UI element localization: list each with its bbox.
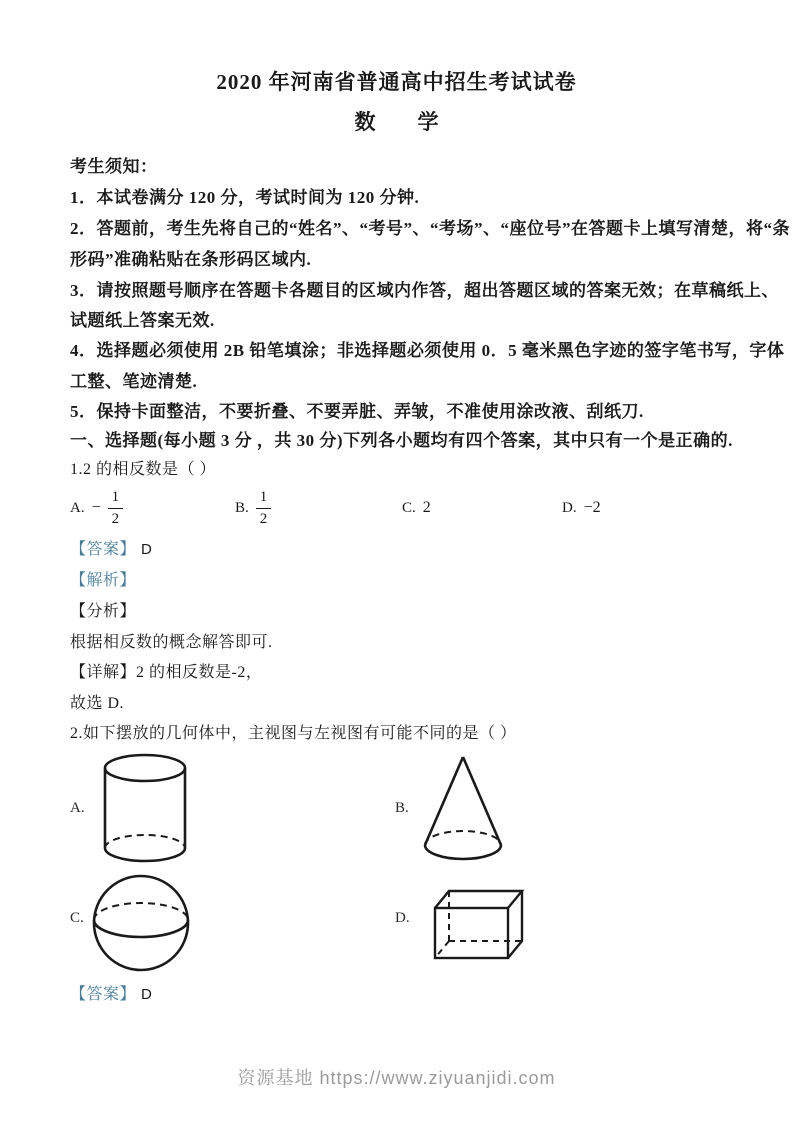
notice-heading: 考生须知： bbox=[70, 157, 158, 176]
notice-line: 形码”准确粘贴在条形码区域内. bbox=[70, 250, 312, 269]
section-heading: 一、选择题(每小题 3 分 ，共 30 分)下列各小题均有四个答案，其中只有一个是正确的. bbox=[70, 431, 733, 450]
answer-label: 【答案】 bbox=[70, 986, 137, 1003]
notice-line: 2．答题前，考生先将自己的“姓名”、“考号”、“考场”、“座位号”在答题卡上填写清楚，将“条 bbox=[70, 219, 790, 238]
sphere-figure bbox=[94, 876, 188, 970]
option-d bbox=[562, 484, 601, 532]
q1-fenxi-label: 【分析】 bbox=[70, 603, 137, 620]
cylinder-figure bbox=[105, 755, 185, 861]
q2-option-b-label: B. bbox=[395, 800, 409, 816]
option-a bbox=[70, 484, 123, 532]
q1-xiangjie-line bbox=[70, 659, 262, 682]
q1-fenxi-text: 根据相反数的概念解答即可. bbox=[70, 634, 273, 651]
option-a-label: A. bbox=[70, 499, 85, 516]
option-c-value: 2 bbox=[422, 499, 431, 516]
notice-line: 工整、笔迹清楚. bbox=[70, 372, 198, 391]
option-b bbox=[235, 484, 271, 532]
fraction-one-half: $\frac{1}{2}$ bbox=[256, 490, 272, 527]
option-d-label: D. bbox=[562, 499, 577, 516]
q2-option-d-label: D. bbox=[395, 910, 410, 926]
notice-line: 试题纸上答案无效. bbox=[70, 311, 215, 330]
xiangjie-label: 【详解】 bbox=[70, 664, 137, 681]
option-d-value: −2 bbox=[583, 499, 601, 516]
notice-line: 1．本试卷满分 120 分，考试时间为 120 分钟. bbox=[70, 188, 420, 207]
notice-line: 3．请按照题号顺序在答题卡各题目的区域内作答，超出答题区域的答案无效；在草稿纸上、 bbox=[70, 281, 779, 300]
watermark-footer: 资源基地 https://www.ziyuanjidi.com bbox=[237, 1068, 556, 1088]
question1-stem: 1.2 的相反数是（ ） bbox=[70, 461, 217, 478]
option-c bbox=[402, 484, 431, 532]
question2-figures bbox=[0, 744, 560, 979]
answer-value: D bbox=[141, 986, 153, 1003]
q2-option-c-label: C. bbox=[70, 910, 84, 926]
notice-line: 5．保持卡面整洁，不要折叠、不要弄脏、弄皱，不准使用涂改液、刮纸刀. bbox=[70, 402, 644, 421]
fraction-one-half: $\frac{1}{2}$ bbox=[108, 490, 124, 527]
minus-sign: − bbox=[91, 499, 101, 516]
question2-stem: 2.如下摆放的几何体中，主视图与左视图有可能不同的是（ ） bbox=[70, 725, 517, 742]
answer-label: 【答案】 bbox=[70, 541, 137, 558]
q2-answer-line bbox=[70, 981, 152, 1004]
xiangjie-text: 2 的相反数是-2， bbox=[136, 664, 263, 681]
q1-conclusion: 故选 D. bbox=[70, 695, 125, 712]
option-b-label: B. bbox=[235, 499, 249, 516]
question1-options bbox=[0, 484, 793, 532]
q2-option-a-label: A. bbox=[70, 800, 85, 816]
q1-answer-line bbox=[70, 536, 152, 559]
answer-value: D bbox=[141, 541, 153, 558]
cone-figure bbox=[425, 757, 501, 859]
cuboid-figure bbox=[435, 891, 522, 958]
page-title: 2020 年河南省普通高中招生考试试卷 bbox=[216, 70, 577, 94]
option-c-label: C. bbox=[402, 499, 416, 516]
subject-title: 数 学 bbox=[354, 110, 439, 134]
q1-jiexi-label: 【解析】 bbox=[70, 572, 137, 589]
notice-line: 4．选择题必须使用 2B 铅笔填涂；非选择题必须使用 0．5 毫米黑色字迹的签字笔书写，字体 bbox=[70, 341, 785, 360]
